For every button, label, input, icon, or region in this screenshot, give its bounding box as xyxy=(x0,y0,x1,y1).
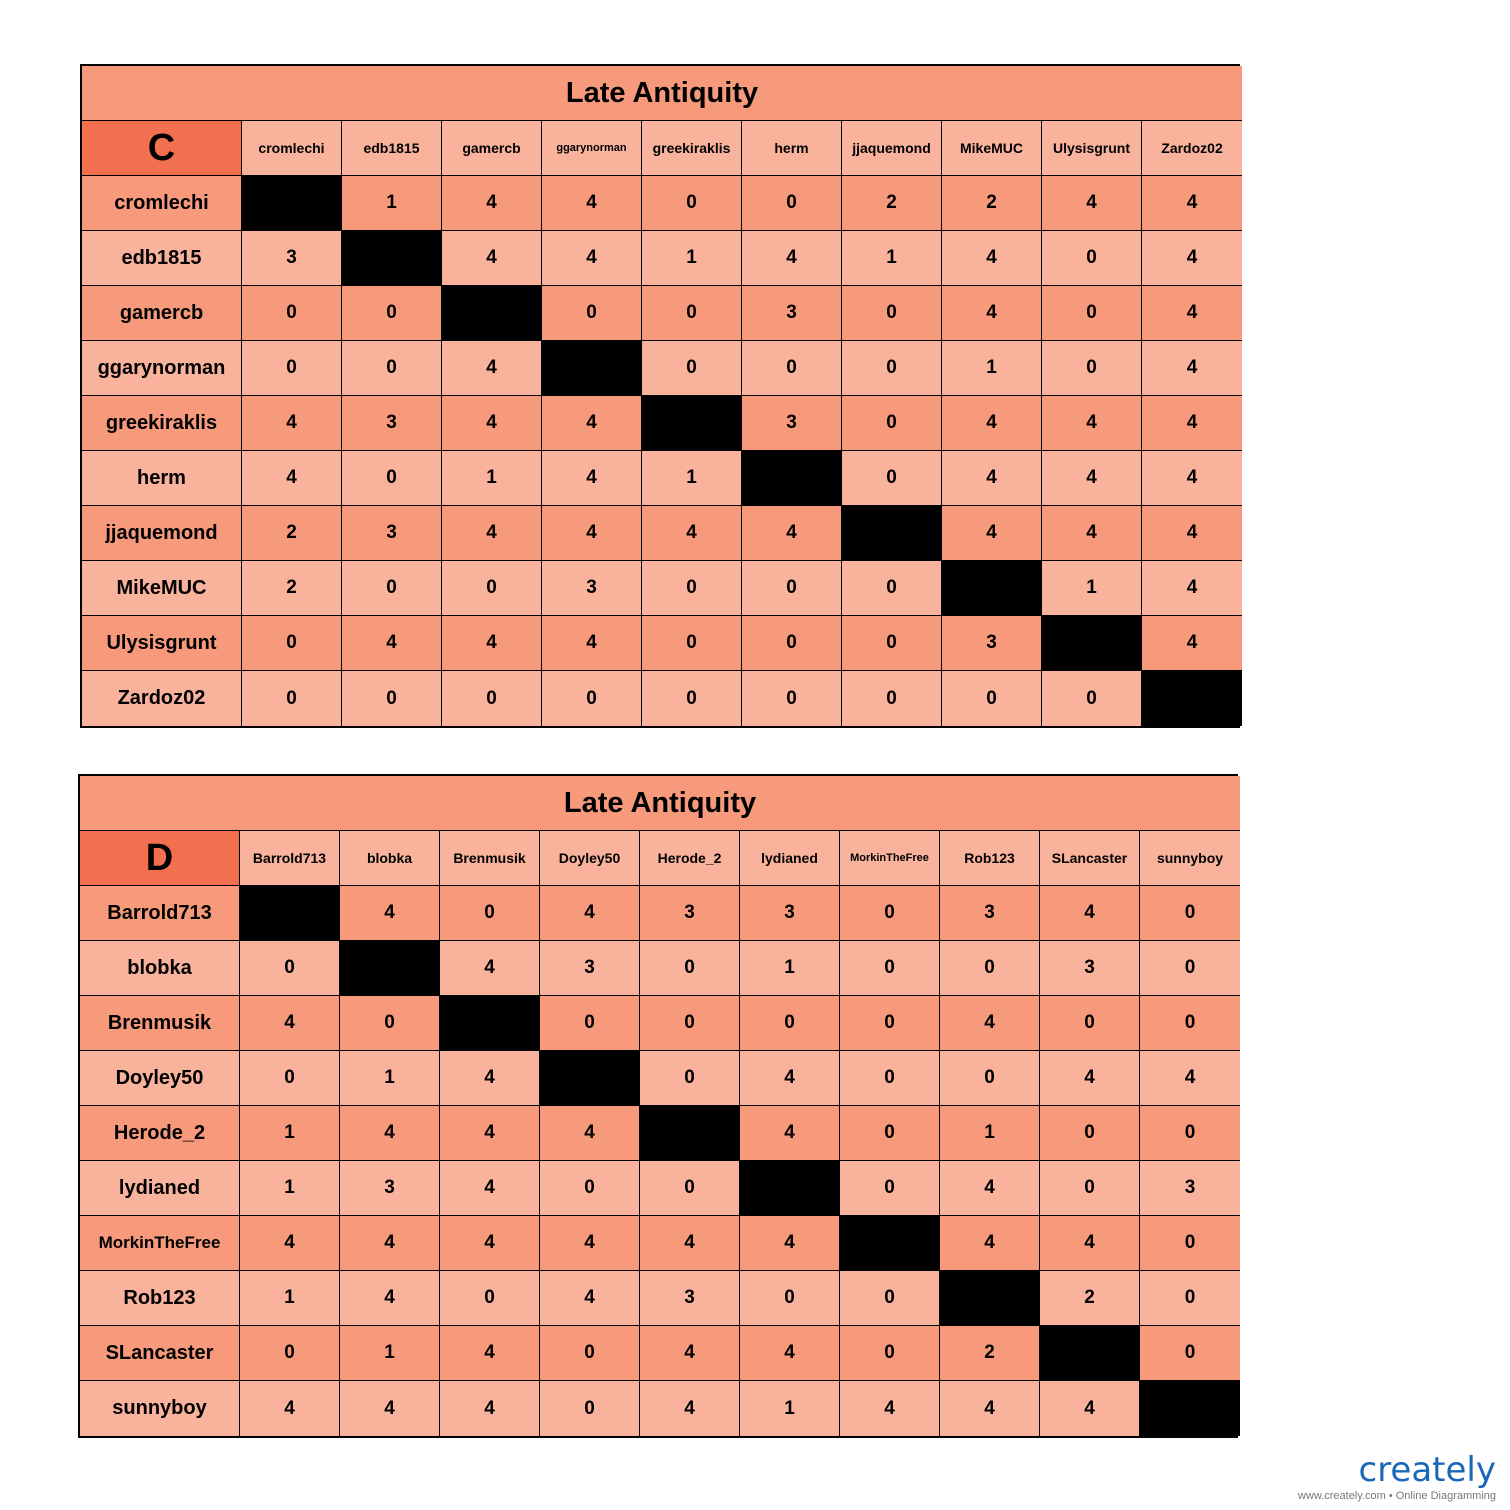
diagonal-cell xyxy=(840,1216,940,1271)
score-cell: 0 xyxy=(840,1106,940,1161)
score-cell: 0 xyxy=(840,1326,940,1381)
score-cell: 0 xyxy=(940,1051,1040,1106)
score-cell: 1 xyxy=(642,231,742,286)
row-header: edb1815 xyxy=(82,231,242,286)
score-cell: 4 xyxy=(1040,886,1140,941)
score-cell: 0 xyxy=(342,341,442,396)
score-cell: 0 xyxy=(742,176,842,231)
score-cell: 4 xyxy=(442,176,542,231)
group-label: C xyxy=(82,121,242,176)
score-cell: 0 xyxy=(842,396,942,451)
score-cell: 4 xyxy=(440,1106,540,1161)
score-cell: 4 xyxy=(942,396,1042,451)
score-cell: 0 xyxy=(240,941,340,996)
score-cell: 0 xyxy=(342,561,442,616)
score-cell: 0 xyxy=(642,616,742,671)
score-cell: 0 xyxy=(242,341,342,396)
column-header: MorkinTheFree xyxy=(840,831,940,886)
score-cell: 4 xyxy=(240,1381,340,1436)
score-cell: 1 xyxy=(340,1051,440,1106)
score-cell: 0 xyxy=(342,671,442,726)
score-cell: 0 xyxy=(840,941,940,996)
score-cell: 0 xyxy=(1140,886,1240,941)
score-cell: 3 xyxy=(342,396,442,451)
score-cell: 4 xyxy=(1142,561,1242,616)
score-cell: 4 xyxy=(940,1161,1040,1216)
score-cell: 4 xyxy=(540,1216,640,1271)
column-header: MikeMUC xyxy=(942,121,1042,176)
column-header: Zardoz02 xyxy=(1142,121,1242,176)
score-cell: 0 xyxy=(342,286,442,341)
column-header: sunnyboy xyxy=(1140,831,1240,886)
score-cell: 0 xyxy=(1042,341,1142,396)
row-header: Barrold713 xyxy=(80,886,240,941)
score-cell: 4 xyxy=(542,176,642,231)
score-cell: 1 xyxy=(342,176,442,231)
row-header: SLancaster xyxy=(80,1326,240,1381)
score-cell: 4 xyxy=(542,396,642,451)
score-cell: 0 xyxy=(1042,286,1142,341)
score-cell: 4 xyxy=(442,506,542,561)
score-cell: 4 xyxy=(242,396,342,451)
score-cell: 4 xyxy=(942,451,1042,506)
score-cell: 2 xyxy=(842,176,942,231)
column-header: Rob123 xyxy=(940,831,1040,886)
score-cell: 1 xyxy=(940,1106,1040,1161)
score-cell: 3 xyxy=(640,886,740,941)
score-cell: 4 xyxy=(1040,1216,1140,1271)
score-cell: 0 xyxy=(1042,231,1142,286)
score-cell: 0 xyxy=(742,616,842,671)
column-header: Doyley50 xyxy=(540,831,640,886)
column-header: edb1815 xyxy=(342,121,442,176)
diagonal-cell xyxy=(442,286,542,341)
score-cell: 2 xyxy=(942,176,1042,231)
score-cell: 4 xyxy=(542,616,642,671)
score-cell: 4 xyxy=(940,1381,1040,1436)
score-cell: 4 xyxy=(440,1381,540,1436)
score-cell: 0 xyxy=(1140,1216,1240,1271)
crosstab-d xyxy=(78,774,1238,1438)
score-cell: 0 xyxy=(840,1271,940,1326)
table-title: Late Antiquity xyxy=(82,66,1242,121)
row-header: MikeMUC xyxy=(82,561,242,616)
score-cell: 4 xyxy=(940,996,1040,1051)
column-header: jjaquemond xyxy=(842,121,942,176)
column-header: gamercb xyxy=(442,121,542,176)
score-cell: 4 xyxy=(1142,396,1242,451)
diagonal-cell xyxy=(542,341,642,396)
column-header: SLancaster xyxy=(1040,831,1140,886)
brand-tagline: www.creately.com • Online Diagramming xyxy=(1297,1490,1496,1502)
score-cell: 0 xyxy=(742,671,842,726)
score-cell: 0 xyxy=(640,941,740,996)
score-cell: 0 xyxy=(642,176,742,231)
row-header: sunnyboy xyxy=(80,1381,240,1436)
score-cell: 3 xyxy=(1040,941,1140,996)
score-cell: 4 xyxy=(440,1161,540,1216)
column-header: cromlechi xyxy=(242,121,342,176)
score-cell: 0 xyxy=(240,1326,340,1381)
score-cell: 4 xyxy=(740,1216,840,1271)
score-cell: 0 xyxy=(842,671,942,726)
column-header: herm xyxy=(742,121,842,176)
score-cell: 0 xyxy=(842,561,942,616)
score-cell: 4 xyxy=(1042,176,1142,231)
score-cell: 1 xyxy=(942,341,1042,396)
score-cell: 4 xyxy=(740,1106,840,1161)
score-cell: 0 xyxy=(1140,941,1240,996)
score-cell: 1 xyxy=(340,1326,440,1381)
score-cell: 4 xyxy=(340,1216,440,1271)
score-cell: 0 xyxy=(742,341,842,396)
score-cell: 3 xyxy=(340,1161,440,1216)
score-cell: 4 xyxy=(242,451,342,506)
score-cell: 0 xyxy=(542,286,642,341)
score-cell: 0 xyxy=(1040,1106,1140,1161)
row-header: Brenmusik xyxy=(80,996,240,1051)
score-cell: 3 xyxy=(640,1271,740,1326)
score-cell: 4 xyxy=(1040,1381,1140,1436)
score-cell: 4 xyxy=(942,286,1042,341)
score-cell: 4 xyxy=(1142,616,1242,671)
score-cell: 0 xyxy=(840,1051,940,1106)
group-label: D xyxy=(80,831,240,886)
score-cell: 4 xyxy=(942,506,1042,561)
score-cell: 3 xyxy=(1140,1161,1240,1216)
score-cell: 4 xyxy=(240,1216,340,1271)
score-cell: 2 xyxy=(242,561,342,616)
score-cell: 0 xyxy=(1140,1106,1240,1161)
score-cell: 0 xyxy=(840,996,940,1051)
row-header: jjaquemond xyxy=(82,506,242,561)
score-cell: 1 xyxy=(240,1161,340,1216)
diagonal-cell xyxy=(742,451,842,506)
score-cell: 0 xyxy=(840,1161,940,1216)
score-cell: 1 xyxy=(740,941,840,996)
score-cell: 4 xyxy=(340,886,440,941)
score-cell: 1 xyxy=(442,451,542,506)
score-cell: 0 xyxy=(842,286,942,341)
score-cell: 0 xyxy=(642,561,742,616)
column-header: Ulysisgrunt xyxy=(1042,121,1142,176)
row-header: gamercb xyxy=(82,286,242,341)
score-cell: 0 xyxy=(1040,996,1140,1051)
score-cell: 3 xyxy=(940,886,1040,941)
score-cell: 1 xyxy=(642,451,742,506)
score-cell: 4 xyxy=(640,1216,740,1271)
score-cell: 0 xyxy=(242,671,342,726)
score-cell: 0 xyxy=(340,996,440,1051)
score-cell: 4 xyxy=(340,1106,440,1161)
score-cell: 0 xyxy=(840,886,940,941)
score-cell: 4 xyxy=(1142,176,1242,231)
score-cell: 2 xyxy=(940,1326,1040,1381)
score-cell: 4 xyxy=(840,1381,940,1436)
score-cell: 4 xyxy=(440,941,540,996)
score-cell: 4 xyxy=(640,1326,740,1381)
score-cell: 1 xyxy=(240,1271,340,1326)
diagonal-cell xyxy=(940,1271,1040,1326)
column-header: Brenmusik xyxy=(440,831,540,886)
diagonal-cell xyxy=(342,231,442,286)
score-cell: 0 xyxy=(342,451,442,506)
crosstab-c xyxy=(80,64,1240,728)
row-header: greekiraklis xyxy=(82,396,242,451)
score-cell: 4 xyxy=(1042,451,1142,506)
score-cell: 0 xyxy=(1040,1161,1140,1216)
score-cell: 4 xyxy=(1142,506,1242,561)
column-header: blobka xyxy=(340,831,440,886)
score-cell: 2 xyxy=(1040,1271,1140,1326)
score-cell: 3 xyxy=(542,561,642,616)
score-cell: 4 xyxy=(1142,451,1242,506)
score-cell: 0 xyxy=(440,1271,540,1326)
score-cell: 4 xyxy=(640,1381,740,1436)
row-header: Ulysisgrunt xyxy=(82,616,242,671)
score-cell: 0 xyxy=(540,1161,640,1216)
score-cell: 1 xyxy=(842,231,942,286)
score-cell: 0 xyxy=(740,996,840,1051)
score-cell: 4 xyxy=(642,506,742,561)
row-header: herm xyxy=(82,451,242,506)
score-cell: 4 xyxy=(440,1326,540,1381)
score-cell: 0 xyxy=(442,561,542,616)
table-title: Late Antiquity xyxy=(80,776,1240,831)
score-cell: 3 xyxy=(540,941,640,996)
score-cell: 0 xyxy=(540,1326,640,1381)
row-header: ggarynorman xyxy=(82,341,242,396)
brand-wordmark: creately xyxy=(1358,1450,1496,1490)
column-header: Barrold713 xyxy=(240,831,340,886)
score-cell: 4 xyxy=(540,886,640,941)
score-cell: 3 xyxy=(942,616,1042,671)
score-cell: 1 xyxy=(740,1381,840,1436)
score-cell: 4 xyxy=(340,1271,440,1326)
score-cell: 3 xyxy=(242,231,342,286)
score-cell: 3 xyxy=(342,506,442,561)
score-cell: 4 xyxy=(1042,506,1142,561)
score-cell: 0 xyxy=(540,996,640,1051)
diagonal-cell xyxy=(640,1106,740,1161)
score-cell: 4 xyxy=(542,451,642,506)
diagonal-cell xyxy=(340,941,440,996)
score-cell: 4 xyxy=(240,996,340,1051)
score-cell: 4 xyxy=(440,1051,540,1106)
column-header: Herode_2 xyxy=(640,831,740,886)
diagonal-cell xyxy=(942,561,1042,616)
score-cell: 4 xyxy=(442,231,542,286)
score-cell: 4 xyxy=(742,506,842,561)
row-header: Doyley50 xyxy=(80,1051,240,1106)
score-cell: 0 xyxy=(842,341,942,396)
score-cell: 0 xyxy=(642,286,742,341)
score-cell: 3 xyxy=(742,396,842,451)
diagonal-cell xyxy=(842,506,942,561)
column-header: lydianed xyxy=(740,831,840,886)
diagonal-cell xyxy=(1042,616,1142,671)
score-cell: 4 xyxy=(1042,396,1142,451)
diagonal-cell xyxy=(740,1161,840,1216)
column-header: ggarynorman xyxy=(542,121,642,176)
score-cell: 0 xyxy=(842,616,942,671)
diagonal-cell xyxy=(440,996,540,1051)
score-cell: 4 xyxy=(442,616,542,671)
diagonal-cell xyxy=(1140,1381,1240,1436)
score-cell: 4 xyxy=(1142,231,1242,286)
score-cell: 0 xyxy=(640,1161,740,1216)
score-cell: 0 xyxy=(842,451,942,506)
score-cell: 4 xyxy=(542,506,642,561)
score-cell: 0 xyxy=(1140,1326,1240,1381)
score-cell: 3 xyxy=(742,286,842,341)
score-cell: 4 xyxy=(1142,341,1242,396)
diagonal-cell xyxy=(1142,671,1242,726)
score-cell: 0 xyxy=(1140,996,1240,1051)
score-cell: 2 xyxy=(242,506,342,561)
score-cell: 4 xyxy=(442,341,542,396)
score-cell: 4 xyxy=(740,1051,840,1106)
score-cell: 4 xyxy=(942,231,1042,286)
score-cell: 0 xyxy=(940,941,1040,996)
score-cell: 4 xyxy=(540,1271,640,1326)
score-cell: 4 xyxy=(1040,1051,1140,1106)
column-header: greekiraklis xyxy=(642,121,742,176)
score-cell: 3 xyxy=(740,886,840,941)
score-cell: 4 xyxy=(1140,1051,1240,1106)
diagonal-cell xyxy=(540,1051,640,1106)
diagonal-cell xyxy=(242,176,342,231)
diagonal-cell xyxy=(1040,1326,1140,1381)
score-cell: 0 xyxy=(242,286,342,341)
score-cell: 0 xyxy=(1042,671,1142,726)
row-header: lydianed xyxy=(80,1161,240,1216)
row-header: Zardoz02 xyxy=(82,671,242,726)
row-header: Herode_2 xyxy=(80,1106,240,1161)
diagonal-cell xyxy=(240,886,340,941)
creately-logo xyxy=(1298,1452,1496,1502)
score-cell: 4 xyxy=(742,231,842,286)
score-cell: 0 xyxy=(442,671,542,726)
row-header: blobka xyxy=(80,941,240,996)
score-cell: 4 xyxy=(1142,286,1242,341)
score-cell: 0 xyxy=(942,671,1042,726)
score-cell: 0 xyxy=(642,341,742,396)
score-cell: 0 xyxy=(440,886,540,941)
score-cell: 1 xyxy=(1042,561,1142,616)
score-cell: 0 xyxy=(240,1051,340,1106)
score-cell: 0 xyxy=(642,671,742,726)
diagonal-cell xyxy=(642,396,742,451)
score-cell: 4 xyxy=(542,231,642,286)
score-cell: 0 xyxy=(740,1271,840,1326)
score-cell: 4 xyxy=(342,616,442,671)
score-cell: 0 xyxy=(742,561,842,616)
row-header: cromlechi xyxy=(82,176,242,231)
score-cell: 4 xyxy=(440,1216,540,1271)
score-cell: 0 xyxy=(640,996,740,1051)
score-cell: 4 xyxy=(940,1216,1040,1271)
row-header: MorkinTheFree xyxy=(80,1216,240,1271)
score-cell: 0 xyxy=(540,1381,640,1436)
score-cell: 1 xyxy=(240,1106,340,1161)
score-cell: 4 xyxy=(340,1381,440,1436)
score-cell: 0 xyxy=(1140,1271,1240,1326)
score-cell: 4 xyxy=(540,1106,640,1161)
score-cell: 0 xyxy=(542,671,642,726)
score-cell: 0 xyxy=(640,1051,740,1106)
row-header: Rob123 xyxy=(80,1271,240,1326)
score-cell: 0 xyxy=(242,616,342,671)
score-cell: 4 xyxy=(740,1326,840,1381)
score-cell: 4 xyxy=(442,396,542,451)
